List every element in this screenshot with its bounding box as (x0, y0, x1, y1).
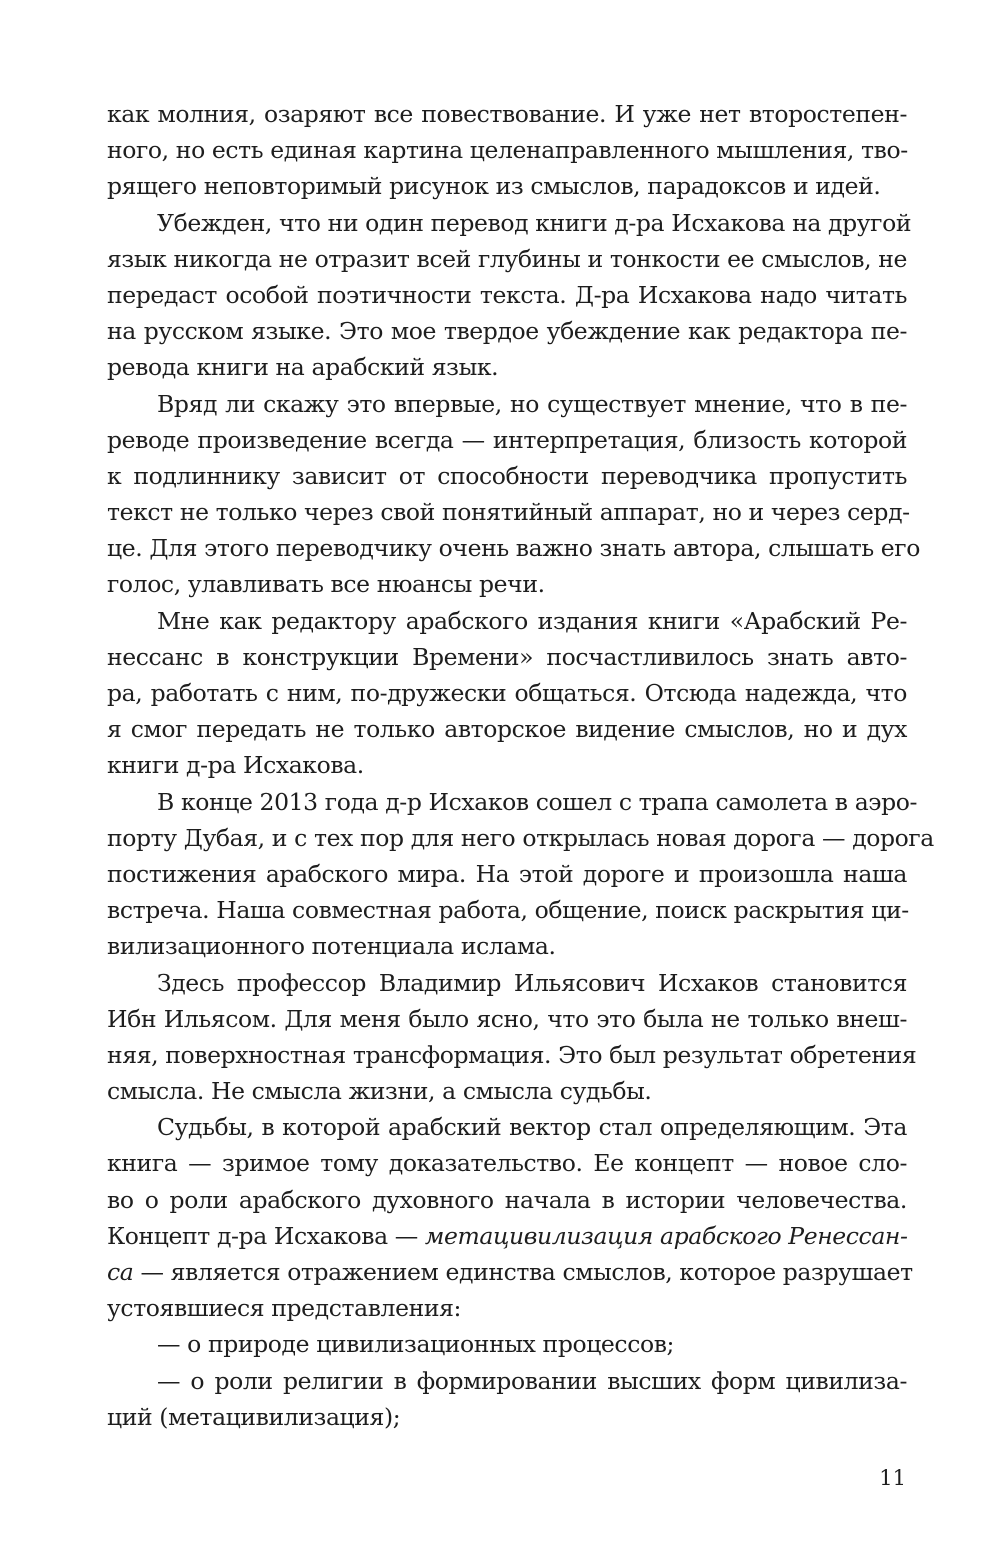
text-line: це. Для этого переводчику очень важно знать автора, слышать его (107, 534, 920, 563)
text-line: Мне как редактору арабского издания книги «Арабский Ре- (157, 606, 907, 635)
text-line: няя, поверхностная трансформация. Это был результат обретения (107, 1040, 917, 1069)
text-line: смысла. Не смысла жизни, а смысла судьбы. (107, 1077, 652, 1106)
text-line: порту Дубая, и с тех пор для него открылась новая дорога — дорога (107, 823, 934, 852)
text-line (107, 1254, 913, 1290)
text-line: рящего неповторимый рисунок из смыслов, парадоксов и идей. (107, 172, 881, 201)
text-line: во о роли арабского духовного начала в истории человечества. (107, 1185, 907, 1214)
body-text (107, 96, 934, 1435)
italic-term: са (107, 1258, 134, 1286)
text-line: Ибн Ильясом. Для меня было ясно, что это была не только внеш- (107, 1004, 907, 1033)
text-line: Здесь профессор Владимир Ильясович Исхаков становится (157, 968, 907, 997)
text-line (107, 1218, 907, 1254)
text-line: книга — зримое тому доказательство. Ее концепт — новое сло- (107, 1149, 907, 1178)
list-item: — о природе цивилизационных процессов; (157, 1330, 675, 1359)
text-line: на русском языке. Это мое твердое убеждение как редактора пе- (107, 317, 907, 346)
text-line: встреча. Наша совместная работа, общение, поиск раскрытия ци- (107, 896, 909, 925)
text-line: текст не только через свой понятийный аппарат, но и через серд- (107, 498, 910, 527)
text-segment: — является отражением единства смыслов, которое разрушает (133, 1258, 913, 1286)
text-line: нессанс в конструкции Времени» посчастливилось знать авто- (107, 642, 907, 671)
text-line: я смог передать не только авторское видение смыслов, но и дух (107, 715, 907, 744)
text-line: Убежден, что ни один перевод книги д-ра Исхакова на другой (157, 208, 912, 237)
text-line: реводе произведение всегда — интерпретация, близость которой (107, 425, 907, 454)
text-line: язык никогда не отразит всей глубины и тонкости ее смыслов, не (107, 244, 907, 273)
text-line: ра, работать с ним, по-дружески общаться. Отсюда надежда, что (107, 679, 907, 707)
text-line: В конце 2013 года д-р Исхаков сошел с трапа самолета в аэро- (157, 787, 918, 816)
text-line: ревода книги на арабский язык. (107, 353, 499, 382)
text-segment: Концепт д-ра Исхакова — (107, 1221, 425, 1250)
text-line: постижения арабского мира. На этой дороге и произошла наша (107, 859, 907, 888)
text-line: к подлиннику зависит от способности переводчика пропустить (107, 461, 907, 490)
text-line: ного, но есть единая картина целенаправленного мышления, тво- (107, 136, 908, 165)
list-item: — о роли религии в формировании высших форм цивилиза- (157, 1366, 907, 1395)
text-line: Судьбы, в которой арабский вектор стал определяющим. Эта (157, 1113, 907, 1142)
text-line: голос, улавливать все нюансы речи. (107, 570, 545, 599)
italic-term: метацивилизация арабского Ренессан- (424, 1221, 908, 1250)
text-line: передаст особой поэтичности текста. Д-ра Исхакова надо читать (107, 280, 907, 309)
text-line: Вряд ли скажу это впервые, но существует мнение, что в пе- (157, 389, 907, 418)
text-line: книги д-ра Исхакова. (107, 751, 364, 780)
text-line: как молния, озаряют все повествование. И уже нет второстепен- (107, 100, 907, 128)
page-number: 11 (879, 1466, 906, 1490)
text-line: устоявшиеся представления: (107, 1294, 462, 1323)
list-item-continuation: ций (метацивилизация); (107, 1402, 401, 1431)
text-line: вилизационного потенциала ислама. (107, 932, 556, 961)
